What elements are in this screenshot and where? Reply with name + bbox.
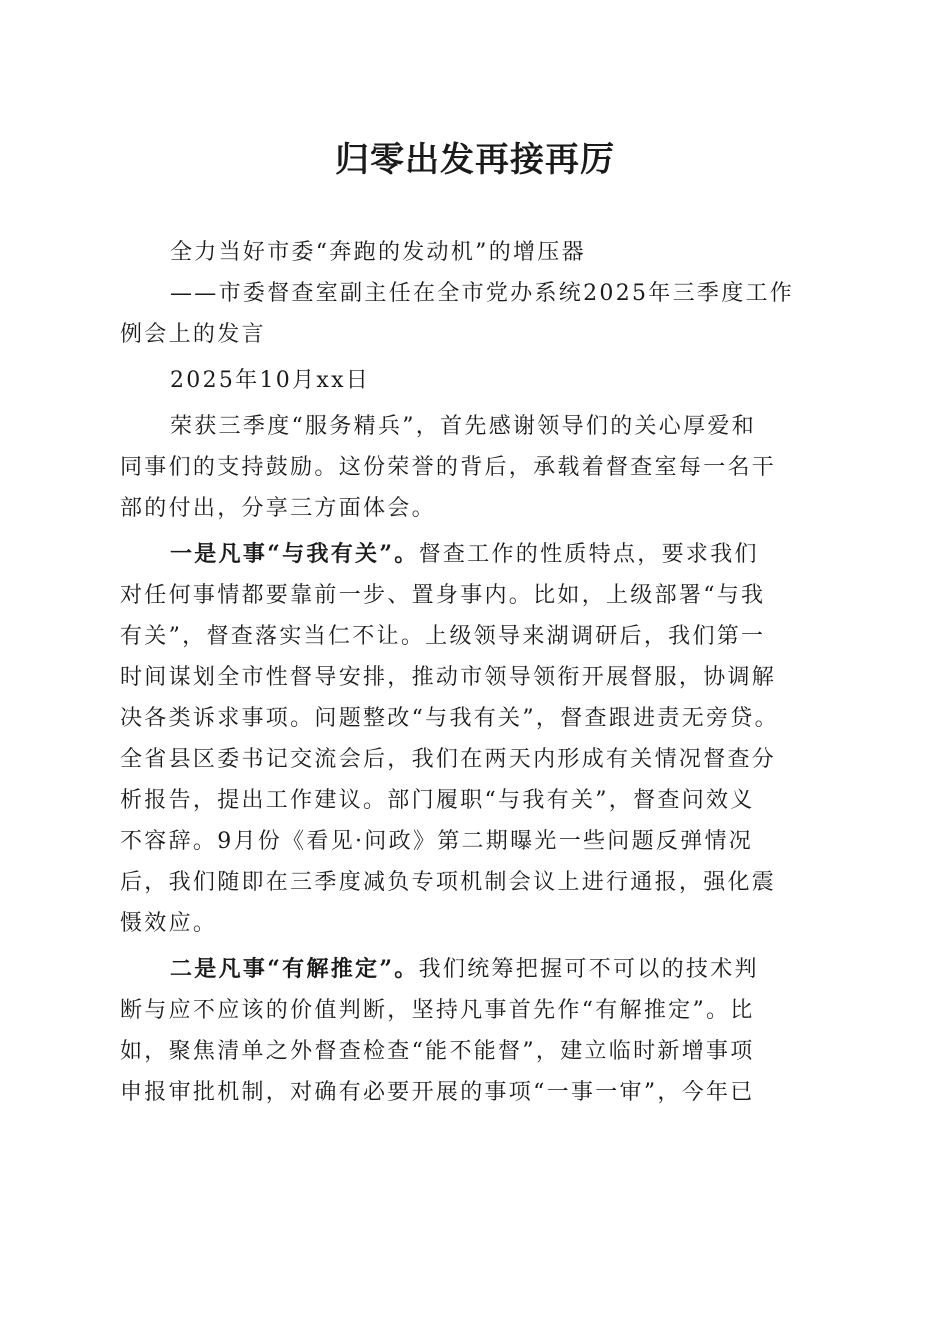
text-run: 督查工作的性质特点，要求我们 [418, 542, 759, 567]
text-run: 我们统筹把握可不可以的技术判 [418, 957, 759, 982]
date-line: 2025年10月xx日 [170, 368, 371, 393]
text-line: 有关”，督查落实当仁不让。上级领导来湖调研后，我们第一 [120, 624, 766, 649]
text-line: 同事们的支持鼓励。这份荣誉的背后，承载着督查室每一名干 [120, 455, 777, 480]
text-line: 时间谋划全市性督导安排，推动市领导领衔开展督服，协调解 [120, 665, 777, 690]
text-line: 如，聚焦清单之外督查检查“能不能督”，建立临时新增事项 [120, 1039, 755, 1064]
text-line: 全省县区委书记交流会后，我们在两天内形成有关情况督查分 [120, 747, 777, 772]
subtitle-line: 全力当好市委“奔跑的发动机”的增压器 [170, 240, 586, 265]
text-line: 荣获三季度“服务精兵”，首先感谢领导们的关心厚爱和 [170, 414, 756, 439]
text-line: 部的付出，分享三方面体会。 [120, 496, 436, 521]
document-body [120, 232, 832, 1113]
text-line: 对任何事情都要靠前一步、置身事内。比如，上级部署“与我 [120, 583, 766, 608]
text-line: 不容辞。9月份《看见·问政》第二期曝光一些问题反弹情况 [120, 829, 754, 854]
subtitle-line: ——市委督查室副主任在全市党办系统2025年三季度工作 [170, 281, 795, 306]
text-line: 后，我们随即在三季度减负专项机制会议上进行通报，强化震 [120, 870, 777, 895]
text-line [120, 949, 832, 990]
section-heading: 一是凡事“与我有关”。 [170, 541, 419, 567]
text-line: 决各类诉求事项。问题整改“与我有关”，督查跟进责无旁贷。 [120, 706, 779, 731]
section-heading: 二是凡事“有解推定”。 [170, 956, 419, 982]
document-title: 归零出发再接再厉 [335, 140, 615, 180]
subtitle-line: 例会上的发言 [120, 322, 266, 347]
text-line: 慑效应。 [120, 911, 218, 936]
text-line [120, 534, 832, 575]
text-line: 断与应不应该的价值判断，坚持凡事首先作“有解推定”。比 [120, 998, 755, 1023]
text-line: 析报告，提出工作建议。部门履职“与我有关”，督查问效义 [120, 788, 755, 813]
text-line: 申报审批机制，对确有必要开展的事项“一事一审”，今年已 [120, 1080, 755, 1105]
